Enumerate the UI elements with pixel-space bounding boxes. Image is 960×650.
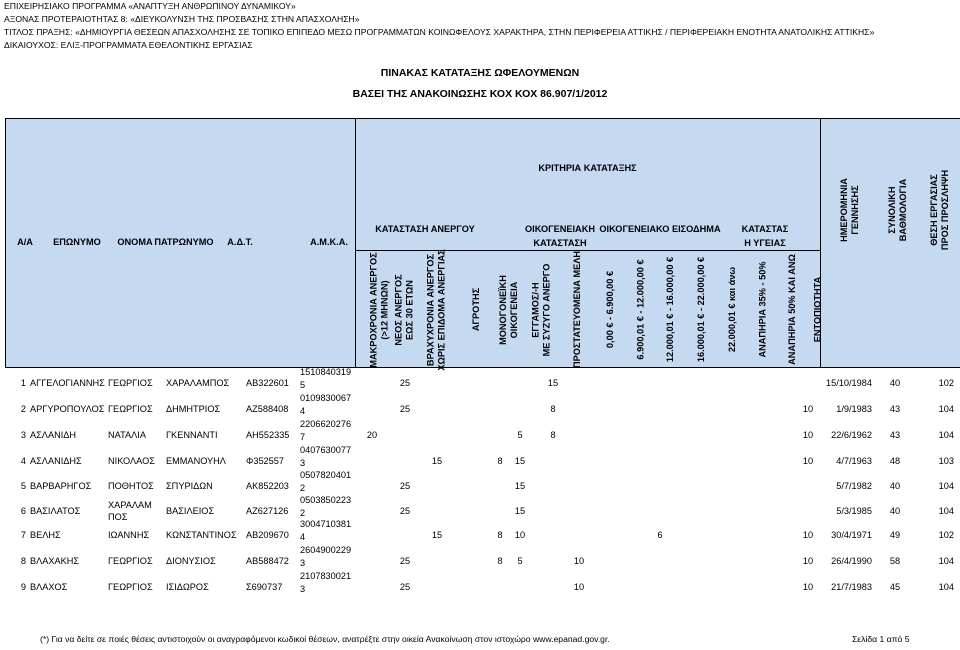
cell-total: 48 (889, 456, 901, 466)
sub-col-header-line: ΑΓΡΟΤΗΣ (471, 287, 482, 332)
cell-amka: 2107830021 (300, 571, 352, 581)
cell-aa: 3 (20, 430, 26, 440)
cell-score: 15 (514, 481, 526, 491)
cell-adt: ΑΒ588472 (246, 556, 289, 566)
header-bottom-rule (5, 367, 960, 368)
cell-father: ΚΩΝΣΤΑΝΤΙΝΟΣ (166, 530, 237, 540)
criteria-header: ΚΡΙΤΗΡΙΑ ΚΑΤΑΤΑΞΗΣ (538, 163, 637, 173)
cell-score: 15 (431, 456, 443, 466)
cell-name: ΧΑΡΑΛΑΜ (108, 500, 152, 510)
sub-col-header (366, 252, 394, 367)
cell-surname: ΒΕΛΗΣ (30, 530, 61, 540)
cell-father: ΔΙΟΝΥΣΙΟΣ (166, 556, 216, 566)
cell-surname: ΑΡΓΥΡΟΠΟΥΛΟΣ (30, 404, 105, 414)
group-family-1: ΟΙΚΟΓΕΝΕΙΑΚΗ (525, 224, 595, 234)
sub-col-header-line: 22.000,01 € και άνω (727, 266, 738, 353)
col-header-father: ΠΑΤΡΩΝΥΜΟ (154, 237, 214, 247)
sub-col-header (423, 248, 451, 371)
cell-name: ΙΩΑΝΝΗΣ (108, 530, 150, 540)
col-header-aa: Α/Α (17, 237, 33, 247)
sub-col-header (749, 252, 777, 367)
sub-col-header-line: ΧΩΡΙΣ ΕΠΙΔΟΜΑ ΑΝΕΡΓΙΑΣ (437, 248, 447, 371)
col-header-total-line: ΣΥΝΟΛΙΚΗ (887, 186, 897, 234)
cell-name: ΓΕΩΡΓΙΟΣ (108, 582, 153, 592)
cell-score: 6 (657, 530, 663, 540)
sub-col-header (495, 252, 523, 367)
cell-amka: 3 (300, 458, 306, 468)
cell-total: 49 (889, 530, 901, 540)
header-line: ΤΙΤΛΟΣ ΠΡΑΞΗΣ: «ΔΗΜΙΟΥΡΓΙΑ ΘΕΣΕΩΝ ΑΠΑΣΧΟΛΗΣΗΣ ΣΕ ΤΟΠΙΚΟ ΕΠΙΠΕΔΟ ΜΕΣΩ ΠΡΟΓΡΑΜΜΑΤΩΝ ΚΟΙΝΩΦΕΛΟΥΣ ΧΑΡΑΚΤΗΡΑ, ΣΤΗΝ ΠΕΡΙΦΕΡΕΙΑ ΑΤΤΙΚΗΣ / ΠΕΡΙΦΕΡΕΙΑΚΗ ΕΝΟΤΗΤΑ ΑΝΑΤΟΛΙΚΗΣ ΑΤΤΙΚΗΣ» (4, 27, 875, 37)
cell-aa: 5 (20, 481, 26, 491)
cell-birthdate: 30/4/1971 (831, 530, 872, 540)
cell-amka: 4 (300, 406, 306, 416)
cell-score: 10 (573, 582, 585, 592)
cell-position: 104 (938, 556, 954, 566)
cell-score: 25 (399, 404, 411, 414)
cell-surname: ΑΣΛΑΝΙΔΗ (30, 430, 77, 440)
sub-col-header-line: ΠΡΟΣΤΑΤΕΥΟΜΕΝΑ ΜΕΛΗ (572, 250, 583, 369)
cell-adt: ΑΖ627126 (246, 506, 289, 516)
col-header-birthdate-text (839, 178, 861, 242)
col-header-total-line: ΒΑΘΜΟΛΟΓΙΑ (898, 178, 908, 242)
cell-birthdate: 4/7/1963 (836, 456, 872, 466)
cell-amka: 0109830067 (300, 393, 352, 403)
sub-col-header-text (606, 271, 617, 348)
cell-amka: 5 (300, 380, 306, 390)
cell-aa: 8 (20, 556, 26, 566)
cell-father: ΣΠΥΡΙΔΩΝ (166, 481, 213, 491)
sub-col-header-line: ΑΝΑΠΗΡΙΑ 50% ΚΑΙ ΑΝΩ (786, 254, 797, 365)
col-header-surname: ΕΠΩΝΥΜΟ (53, 237, 101, 247)
cell-birthdate: 15/10/1984 (826, 378, 872, 388)
sub-col-header-text (472, 288, 483, 331)
cell-score: 10 (802, 404, 814, 414)
sub-col-header (627, 252, 655, 367)
cell-birthdate: 5/7/1982 (836, 481, 872, 491)
group-health-2: Η ΥΓΕΙΑΣ (744, 238, 786, 248)
cell-birthdate: 5/3/1985 (836, 506, 872, 516)
cell-birthdate: 22/6/1962 (831, 430, 872, 440)
cell-name: ΓΕΩΡΓΙΟΣ (108, 404, 153, 414)
sub-col-header-line: 16.000,01 € - 22.000,00 € (696, 256, 707, 363)
sub-col-header (657, 252, 685, 367)
cell-position: 102 (938, 378, 954, 388)
group-health-1: ΚΑΤΑΣΤΑΣ (741, 224, 789, 234)
cell-father: ΓΚΕΝΝΑΝΤΙ (166, 430, 218, 440)
cell-amka: 3 (300, 584, 306, 594)
cell-score: 20 (366, 430, 378, 440)
cell-score: 10 (573, 556, 585, 566)
cell-score: 25 (399, 506, 411, 516)
col-header-adt: Α.Δ.Τ. (227, 237, 253, 247)
cell-score: 10 (802, 530, 814, 540)
sub-col-header-line: 12.000,01 € - 16.000,00 € (665, 256, 676, 363)
cell-score: 15 (514, 506, 526, 516)
cell-total: 40 (889, 378, 901, 388)
cell-score: 25 (399, 378, 411, 388)
table-border-top (5, 118, 960, 119)
cell-score: 10 (802, 556, 814, 566)
footer-note: (*) Για να δείτε σε ποιές θέσεις αντιστοιχούν οι αναγραφόμενοι κωδικοί θέσεων, ανατρέξτε στην οικεία Ανακοίνωση στον ιστοχώρο www.epanad.gov.gr. (40, 634, 610, 644)
table-subtitle: ΒΑΣΕΙ ΤΗΣ ΑΝΑΚΟΙΝΩΣΗΣ ΚΟΧ ΚΟΧ 86.907/1/2012 (352, 88, 608, 100)
cell-amka: 0507820401 (300, 470, 352, 480)
table-title: ΠΙΝΑΚΑΣ ΚΑΤΑΤΑΞΗΣ ΩΦΕΛΟΥΜΕΝΩΝ (380, 67, 580, 79)
sub-col-header (597, 252, 625, 367)
sub-col-header-line: (>12 ΜΗΝΩΝ) (380, 279, 390, 340)
col-header-name: ΟΝΟΜΑ (117, 237, 153, 247)
cell-father: ΒΑΣΙΛΕΙΟΣ (166, 506, 215, 516)
cell-score: 25 (399, 556, 411, 566)
sub-col-header-text (573, 251, 584, 368)
sub-col-header-text (530, 263, 552, 356)
cell-score: 25 (399, 582, 411, 592)
sub-col-header-line: 6.900,01 € - 12.000,00 € (635, 259, 646, 360)
cell-name: ΓΕΩΡΓΙΟΣ (108, 556, 153, 566)
cell-score: 10 (802, 582, 814, 592)
cell-aa: 9 (20, 582, 26, 592)
header-line: ΔΙΚΑΙΟΥΧΟΣ: ΕΛΙΞ-ΠΡΟΓΡΑΜΜΑΤΑ ΕΘΕΛΟΝΤΙΚΗΣ ΕΡΓΑΣΙΑΣ (4, 40, 253, 50)
col-header-total-text (887, 179, 909, 241)
cell-score: 10 (802, 456, 814, 466)
cell-adt: Σ690737 (246, 582, 283, 592)
cell-adt: ΑΒ209670 (246, 530, 289, 540)
sub-col-header-line: ΟΙΚΟΓΕΝΕΙΑ (509, 281, 519, 338)
cell-position: 104 (938, 404, 954, 414)
page-number: Σελίδα 1 από 5 (852, 634, 910, 644)
cell-amka: 4 (300, 532, 306, 542)
sub-col-header-text (498, 275, 520, 345)
cell-score: 10 (514, 530, 526, 540)
sub-col-header-line: ΕΓΓΑΜΟΣ/-Η (530, 281, 541, 338)
sub-col-header-line: ΝΕΟΣ ΑΝΕΡΓΟΣ (394, 273, 404, 346)
sub-col-header (719, 252, 747, 367)
sub-col-header-text (728, 267, 739, 352)
sub-col-header-line: ΜΟΝΟΓΟΝΕΪΚΗ (498, 274, 508, 345)
cell-total: 45 (889, 582, 901, 592)
col-header-position-text (929, 170, 951, 250)
sub-col-header-text (666, 257, 677, 362)
cell-adt: ΑΚ852203 (246, 481, 289, 491)
cell-name: ΠΟΣ (108, 512, 128, 522)
cell-total: 58 (889, 556, 901, 566)
cell-amka: 2 (300, 483, 306, 493)
cell-total: 40 (889, 481, 901, 491)
cell-aa: 1 (20, 378, 26, 388)
sub-col-header (688, 252, 716, 367)
cell-adt: Φ352557 (246, 456, 284, 466)
cell-score: 8 (550, 404, 556, 414)
cell-name: ΝΙΚΟΛΑΟΣ (108, 456, 155, 466)
cell-score: 5 (517, 430, 523, 440)
sub-col-header-text (787, 254, 798, 365)
cell-father: ΕΜΜΑΝΟΥΗΛ (166, 456, 226, 466)
sub-col-header (391, 252, 419, 367)
col-header-position-line: ΘΕΣΗ ΕΡΓΑΣΙΑΣ (929, 174, 940, 246)
cell-birthdate: 1/9/1983 (836, 404, 872, 414)
col-header-position (910, 160, 960, 260)
cell-adt: ΑΖ588408 (246, 404, 289, 414)
group-income: ΟΙΚΟΓΕΝΕΙΑΚΟ ΕΙΣΟΔΗΜΑ (599, 224, 721, 234)
cell-position: 104 (938, 506, 954, 516)
col-header-birthdate-line: ΗΜΕΡΟΜΗΝΙΑ (839, 178, 849, 242)
sub-col-header-text (394, 274, 416, 345)
cell-father: ΔΗΜΗΤΡΙΟΣ (166, 404, 221, 414)
cell-amka: 0503850223 (300, 495, 352, 505)
cell-birthdate: 21/7/1983 (831, 582, 872, 592)
col-header-position-line: ΠΡΟΣ ΠΡΟΣΛΗΨΗ (940, 169, 951, 251)
cell-score: 8 (550, 430, 556, 440)
cell-amka: 2604900229 (300, 545, 352, 555)
cell-surname: ΑΣΛΑΝΙΔΗΣ (30, 456, 82, 466)
cell-aa: 4 (20, 456, 26, 466)
cell-name: ΝΑΤΑΛΙΑ (108, 430, 146, 440)
cell-amka: 2206620276 (300, 419, 352, 429)
cell-surname: ΒΛΑΧΑΚΗΣ (30, 556, 80, 566)
cell-total: 43 (889, 404, 901, 414)
cell-score: 15 (547, 378, 559, 388)
sub-col-header-text (369, 252, 391, 367)
cell-score: 8 (497, 556, 503, 566)
header-line: ΕΠΙΧΕΙΡΗΣΙΑΚΟ ΠΡΟΓΡΑΜΜΑ «ΑΝΑΠΤΥΞΗ ΑΝΘΡΩΠΙΝΟΥ ΔΥΝΑΜΙΚΟΥ» (4, 1, 296, 11)
cell-surname: ΒΑΣΙΛΑΤΟΣ (30, 506, 81, 516)
cell-position: 104 (938, 481, 954, 491)
sub-col-header-line: ΑΝΑΠΗΡΙΑ 35% - 50% (757, 261, 768, 358)
cell-amka: 2 (300, 508, 306, 518)
cell-name: ΓΕΩΡΓΙΟΣ (108, 378, 153, 388)
sub-col-header (804, 252, 832, 367)
cell-father: ΧΑΡΑΛΑΜΠΟΣ (166, 378, 230, 388)
cell-score: 8 (497, 530, 503, 540)
cell-total: 43 (889, 430, 901, 440)
group-unemployed: ΚΑΤΑΣΤΑΣΗ ΑΝΕΡΓΟΥ (375, 224, 475, 234)
cell-aa: 7 (20, 530, 26, 540)
cell-score: 15 (514, 456, 526, 466)
cell-position: 104 (938, 430, 954, 440)
cell-surname: ΒΛΑΧΟΣ (30, 582, 68, 592)
cell-aa: 6 (20, 506, 26, 516)
sub-col-header-text (426, 249, 448, 370)
cell-name: ΠΟΘΗΤΟΣ (108, 481, 154, 491)
sub-col-header-text (636, 259, 647, 359)
cell-aa: 2 (20, 404, 26, 414)
sub-col-header (564, 252, 592, 367)
cell-score: 5 (517, 556, 523, 566)
cell-father: ΙΣΙΔΩΡΟΣ (166, 582, 209, 592)
sub-col-header-text (697, 257, 708, 362)
sub-col-header-line: ΕΝΤΟΠΙΟΤΗΤΑ (812, 276, 823, 343)
sub-col-header-line: ΒΡΑΧΥΧΡΟΝΙΑ ΑΝΕΡΓΟΣ (426, 253, 436, 366)
sub-col-header-line: ΜΕ ΣΥΖΥΓΟ ΑΝΕΡΓΟ (541, 263, 552, 356)
cell-position: 103 (938, 456, 954, 466)
cell-amka: 3 (300, 558, 306, 568)
sub-col-header-line: 0,00 € - 6.900,00 € (605, 270, 616, 349)
cell-surname: ΒΑΡΒΑΡΗΓΟΣ (30, 481, 92, 491)
sub-col-header (778, 252, 806, 367)
cell-amka: 0407630077 (300, 445, 352, 455)
col-header-amka: Α.Μ.Κ.Α. (310, 237, 348, 247)
cell-score: 8 (497, 456, 503, 466)
cell-score: 10 (802, 430, 814, 440)
sub-col-header-text (758, 262, 769, 358)
cell-total: 40 (889, 506, 901, 516)
sub-col-header-line: ΜΑΚΡΟΧΡΟΝΙΑ ΑΝΕΡΓΟΣ (369, 251, 379, 368)
cell-adt: ΑΗ552335 (246, 430, 290, 440)
cell-amka: 1510840319 (300, 367, 352, 377)
cell-amka: 3004710381 (300, 519, 352, 529)
cell-amka: 7 (300, 432, 306, 442)
cell-adt: ΑΒ322601 (246, 378, 289, 388)
sub-col-header (463, 252, 491, 367)
sub-col-header-line: ΕΩΣ 30 ΕΤΩΝ (405, 279, 415, 340)
cell-score: 25 (399, 481, 411, 491)
cell-position: 102 (938, 530, 954, 540)
cell-position: 104 (938, 582, 954, 592)
cell-surname: ΑΓΓΕΛΟΓΙΑΝΝΗΣ (30, 378, 105, 388)
sub-col-header (527, 252, 555, 367)
header-line: ΑΞΟΝΑΣ ΠΡΟΤΕΡΑΙΟΤΗΤΑΣ 8: «ΔΙΕΥΚΟΛΥΝΣΗ ΤΗΣ ΠΡΟΣΒΑΣΗΣ ΣΤΗΝ ΑΠΑΣΧΟΛΗΣΗ» (4, 14, 360, 24)
col-header-birthdate-line: ΓΕΝΝΗΣΗΣ (850, 185, 860, 235)
group-family-2: ΚΑΤΑΣΤΑΣΗ (533, 238, 587, 248)
sub-col-header-text (813, 277, 824, 343)
cell-score: 15 (431, 530, 443, 540)
cell-birthdate: 26/4/1990 (831, 556, 872, 566)
